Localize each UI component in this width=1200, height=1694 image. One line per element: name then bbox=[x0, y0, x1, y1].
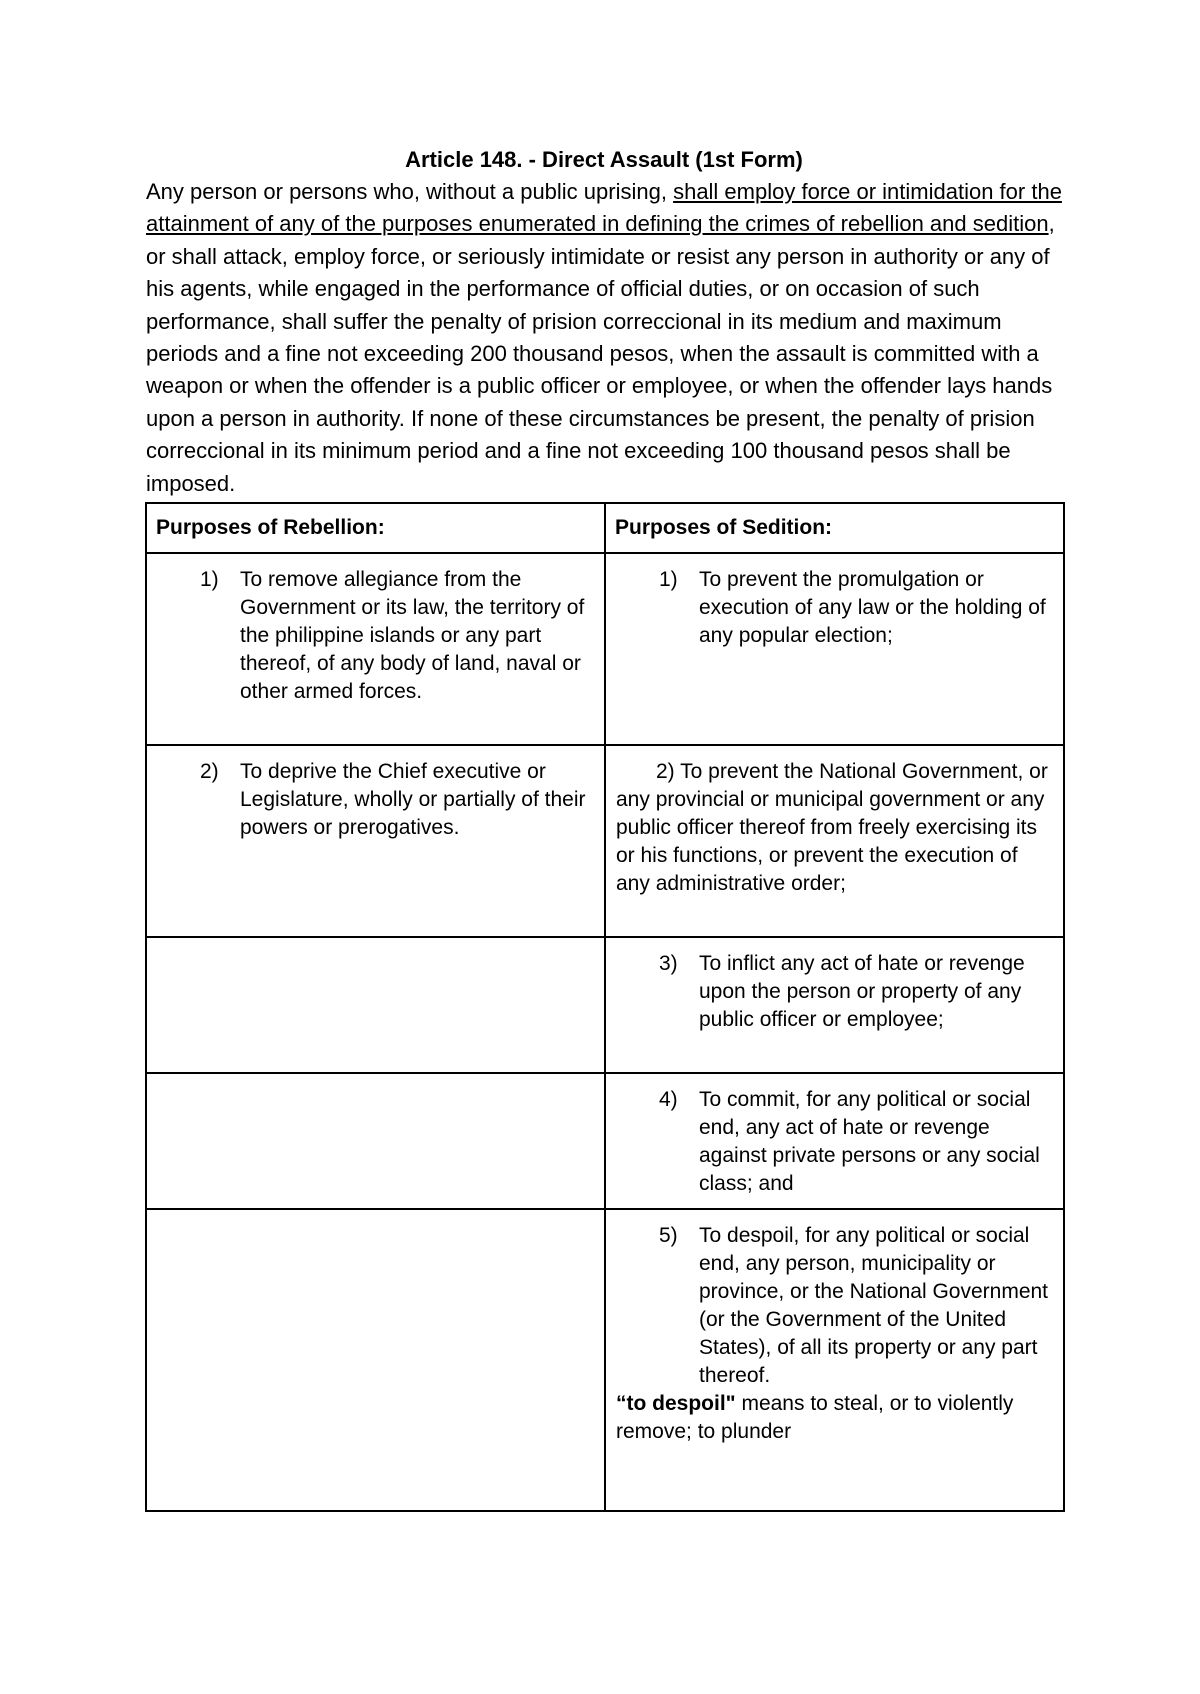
sedition-item-1 bbox=[616, 566, 1053, 650]
item-text: To deprive the Chief executive or Legislature, wholly or partially of their powers or prerogatives. bbox=[240, 760, 586, 840]
item-number: 5) bbox=[659, 1224, 678, 1248]
item-number: 2) bbox=[656, 760, 675, 784]
item-number: 3) bbox=[659, 952, 678, 976]
item-text: To prevent the National Government, or any provincial or municipal government or any public officer thereof from freely exercising its or his functions, or prevent the execution of any administrative order; bbox=[616, 760, 1048, 896]
table-header-row bbox=[146, 503, 1064, 553]
sedition-item-3 bbox=[616, 950, 1053, 1034]
header-rebellion: Purposes of Rebellion: bbox=[146, 503, 605, 553]
document-page bbox=[146, 144, 1062, 1512]
table-row bbox=[146, 1209, 1064, 1511]
item-number: 1) bbox=[659, 568, 678, 592]
table-row bbox=[146, 1073, 1064, 1209]
table-row bbox=[146, 745, 1064, 937]
rebellion-cell-empty bbox=[146, 1209, 605, 1511]
sedition-cell bbox=[605, 553, 1064, 745]
rebellion-cell-empty bbox=[146, 937, 605, 1073]
item-text: To prevent the promulgation or execution of any law or the holding of any popular election; bbox=[699, 568, 1046, 648]
sedition-cell bbox=[605, 745, 1064, 937]
intro-underlined-text: shall employ force or intimidation for the attainment of any of the purposes enumerated in defining the crimes of rebellion and sedition bbox=[146, 179, 1062, 237]
item-text: To inflict any act of hate or revenge upon the person or property of any public officer or employee; bbox=[699, 952, 1025, 1032]
sedition-cell bbox=[605, 1209, 1064, 1511]
definition-text: means to steal, or to violently remove; to plunder bbox=[616, 1392, 1014, 1444]
sedition-cell bbox=[605, 937, 1064, 1073]
table-row bbox=[146, 937, 1064, 1073]
item-text: To remove allegiance from the Government or its law, the territory of the philippine islands or any part thereof, of any body of land, naval or other armed forces. bbox=[240, 568, 585, 704]
item-number: 4) bbox=[659, 1088, 678, 1112]
sedition-cell bbox=[605, 1073, 1064, 1209]
table-row bbox=[146, 553, 1064, 745]
rebellion-cell bbox=[146, 553, 605, 745]
sedition-item-5 bbox=[616, 1222, 1053, 1390]
item-number: 2) bbox=[200, 760, 219, 784]
purposes-table bbox=[145, 502, 1065, 1512]
rebellion-item-1 bbox=[157, 566, 594, 706]
rebellion-cell bbox=[146, 745, 605, 937]
item-number: 1) bbox=[200, 568, 219, 592]
despoil-definition bbox=[616, 1390, 1053, 1446]
sedition-item-2 bbox=[616, 758, 1053, 898]
rebellion-item-2 bbox=[157, 758, 594, 842]
definition-term: “to despoil" bbox=[616, 1392, 736, 1416]
article-title: Article 148. - Direct Assault (1st Form) bbox=[405, 147, 803, 172]
sedition-item-4 bbox=[616, 1086, 1053, 1198]
intro-text-end: , or shall attack, employ force, or seriously intimidate or resist any person in authority or any of his agents, while engaged in the performance of official duties, or on occasion of such performance, shall suffer the penalty of prision correccional in its medium and maximum periods and a fine not exceeding 200 thousand pesos, when the assault is committed with a weapon or when the offender is a public officer or employee, or when the offender lays hands upon a person in authority. If none of these circumstances be present, the penalty of prision correccional in its minimum period and a fine not exceeding 100 thousand pesos shall be imposed. bbox=[146, 211, 1055, 496]
item-text: To despoil, for any political or social end, any person, municipality or province, or the National Government (or the Government of the United States), of all its property or any part thereof. bbox=[699, 1224, 1049, 1388]
intro-text-start: Any person or persons who, without a public uprising, bbox=[146, 179, 674, 204]
header-sedition: Purposes of Sedition: bbox=[605, 503, 1064, 553]
article-intro bbox=[146, 176, 1062, 500]
item-text: To commit, for any political or social end, any act of hate or revenge against private persons or any social class; and bbox=[699, 1088, 1040, 1196]
rebellion-cell-empty bbox=[146, 1073, 605, 1209]
